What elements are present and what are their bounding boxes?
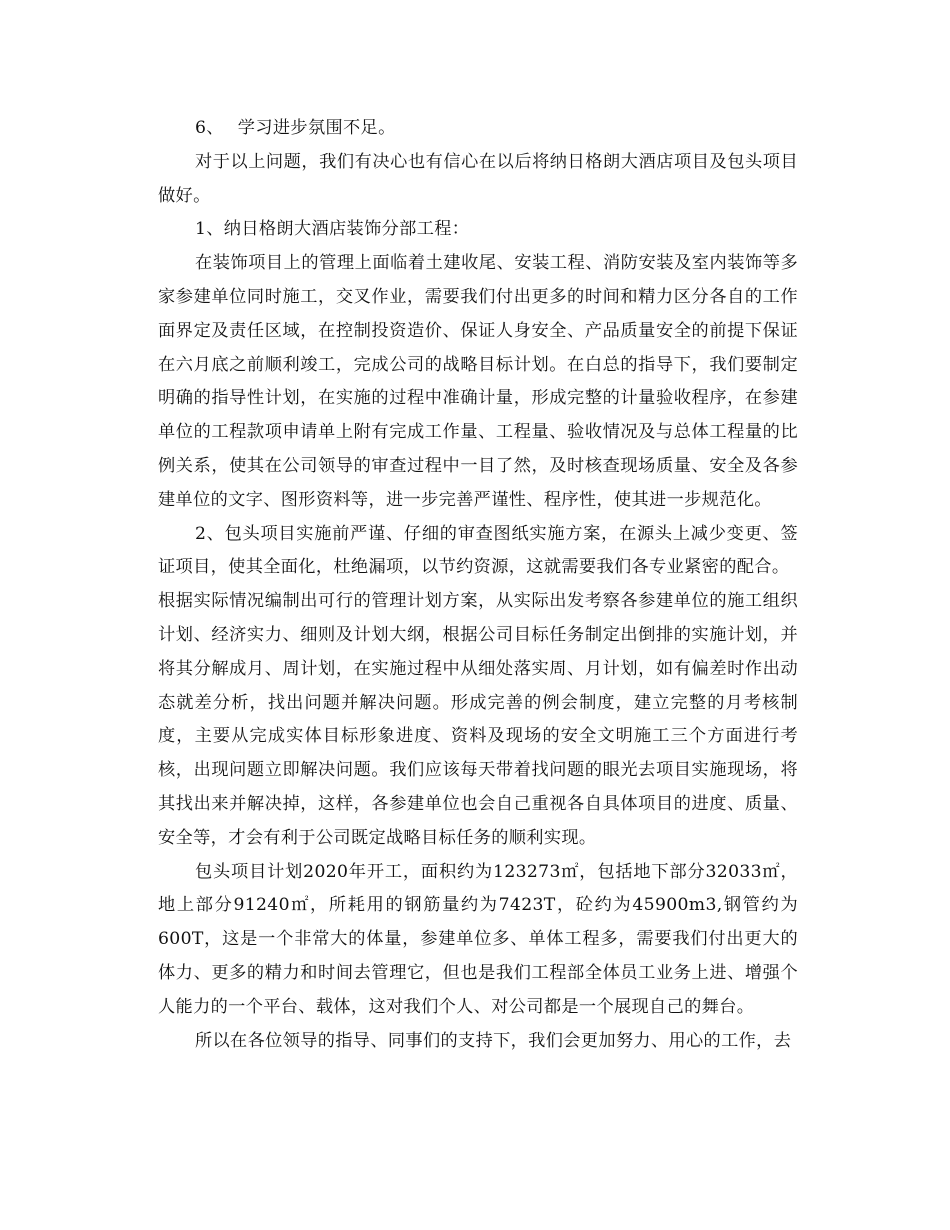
paragraph-management-plan: 根据实际情况编制出可行的管理计划方案，从实际出发考察各参建单位的施工组织计划、经济实力、细则及计划大纲，根据公司目标任务制定出倒排的实施计划，并将其分解成月、周计划，在实施过程中从细处落实周、月计划，如有偏差时作出动态就差分析，找出问题并解决问题。形成完善的例会制度，建立完整的月考核制度，主要从完成实体目标形象进度、资料及现场的安全文明施工三个方面进行考核，出现问题立即解决问题。我们应该每天带着找问题的眼光去项目实施现场，将其找出来并解决掉，这样，各参建单位也会自己重视各自具体项目的进度、质量、安全等，才会有利于公司既定战略目标任务的顺利实现。 [158,591,798,848]
section-heading-1: 1、纳日格朗大酒店装饰分部工程： [194,219,470,240]
list-number: 6、 [194,118,224,138]
paragraph-closing: 所以在各位领导的指导、同事们的支持下，我们会更加努力、用心的工作，去 [194,1030,792,1051]
paragraph-baotou-scale: 包头项目计划2020年开工，面积约为123273㎡，包括地下部分32033㎡，地上部分91240㎡，所耗用的钢筋量约为7423T，砼约为45900m3,钢管约为600T，这是一个非常大的体量，参建单位多、单体工程多，需要我们付出更大的体力、更多的精力和时间去管理它，但也是我们工程部全体员工业务上进、增强个人能力的一个平台、载体，这对我们个人、对公司都是一个展现自己的舞台。 [158,861,798,1017]
list-item-text: 学习进步氛围不足。 [237,118,396,138]
paragraph-decoration-project: 在装饰项目上的管理上面临着土建收尾、安装工程、消防安装及室内装饰等多家参建单位同时施工，交叉作业，需要我们付出更多的时间和精力区分各自的工作面界定及责任区域，在控制投资造价、保证人身安全、产品质量安全的前提下保证在六月底之前顺利竣工，完成公司的战略目标计划。在白总的指导下，我们要制定明确的指导性计划，在实施的过程中准确计量，形成完整的计量验收程序，在参建单位的工程款项申请单上附有完成工作量、工程量、验收情况及与总体工程量的比例关系，使其在公司领导的审查过程中一目了然，及时核查现场质量、安全及各参建单位的文字、图形资料等，进一步完善严谨性、程序性，使其进一步规范化。 [158,253,798,510]
paragraph-intro: 对于以上问题，我们有决心也有信心在以后将纳日格朗大酒店项目及包头项目做好。 [158,151,798,206]
list-item-6 [158,112,798,146]
paragraph-baotou-review: 2、包头项目实施前严谨、仔细的审查图纸实施方案，在源头上减少变更、签证项目，使其全面化，杜绝漏项，以节约资源，这就需要我们各专业紧密的配合。 [158,523,798,578]
document-body [158,112,798,1058]
